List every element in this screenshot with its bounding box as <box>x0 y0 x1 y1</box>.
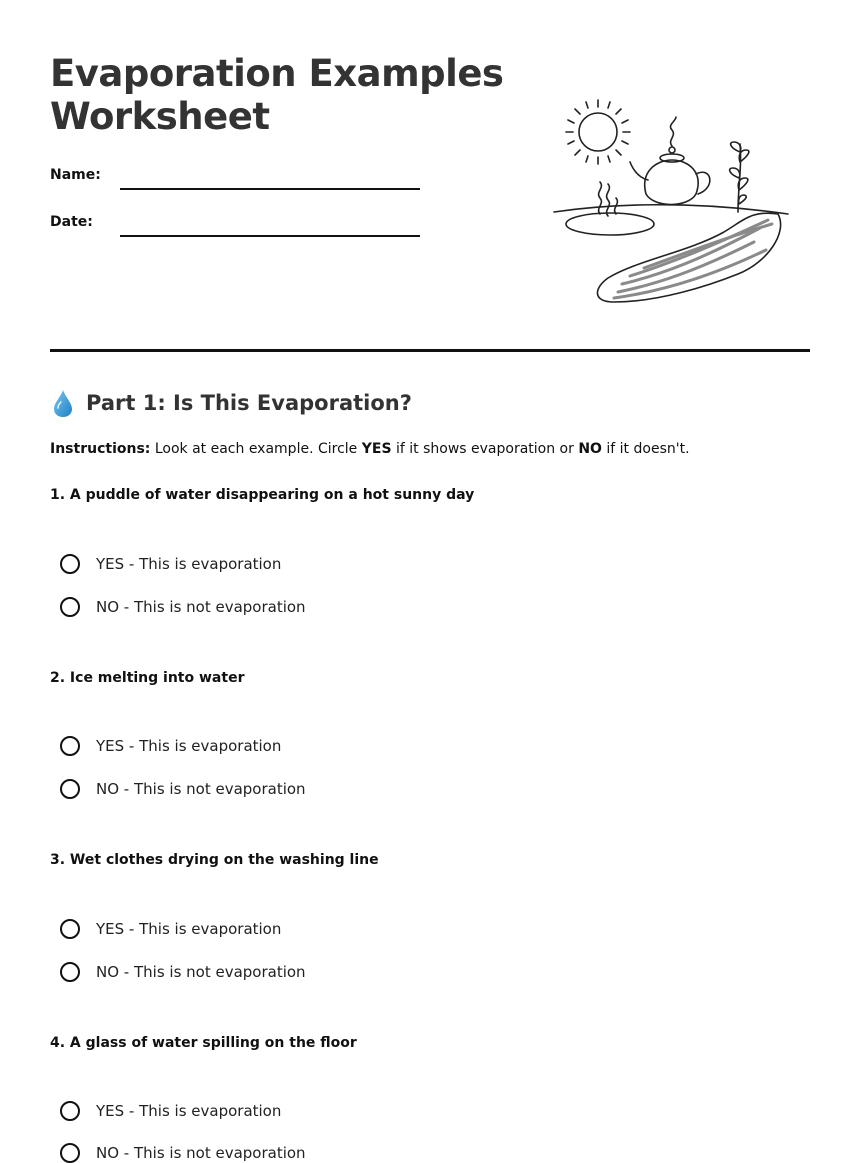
radio-circle-icon[interactable] <box>60 736 80 756</box>
instructions-text-3: if it doesn't. <box>601 441 690 457</box>
question-4: 4. A glass of water spilling on the floor <box>50 1035 357 1051</box>
q1-yes-option[interactable] <box>60 554 281 574</box>
radio-circle-icon[interactable] <box>60 1101 80 1121</box>
evaporation-illustration <box>548 92 794 310</box>
page-title: Evaporation Examples Worksheet <box>50 52 504 138</box>
instructions-yes: YES <box>361 441 392 457</box>
option-label: NO - This is not evaporation <box>96 1144 306 1162</box>
instructions-no: NO <box>578 441 602 457</box>
date-line[interactable] <box>120 235 420 237</box>
q2-no-option[interactable] <box>60 779 306 799</box>
q3-no-option[interactable] <box>60 962 306 982</box>
q3-yes-option[interactable] <box>60 919 281 939</box>
option-label: NO - This is not evaporation <box>96 963 306 981</box>
name-field <box>50 167 420 197</box>
instructions <box>50 441 690 457</box>
section-header <box>52 388 412 418</box>
section-title: Part 1: Is This Evaporation? <box>86 391 412 415</box>
radio-circle-icon[interactable] <box>60 554 80 574</box>
section-divider <box>50 349 810 352</box>
radio-circle-icon[interactable] <box>60 597 80 617</box>
option-label: YES - This is evaporation <box>96 1102 282 1120</box>
name-label: Name: <box>50 167 101 183</box>
water-drop-icon <box>52 388 74 418</box>
radio-circle-icon[interactable] <box>60 1143 80 1163</box>
name-line[interactable] <box>120 188 420 190</box>
date-label: Date: <box>50 214 93 230</box>
question-2: 2. Ice melting into water <box>50 670 245 686</box>
date-field <box>50 214 420 244</box>
question-3: 3. Wet clothes drying on the washing line <box>50 852 379 868</box>
option-label: NO - This is not evaporation <box>96 598 306 616</box>
plant-icon <box>730 142 749 212</box>
question-1: 1. A puddle of water disappearing on a hot sunny day <box>50 487 475 503</box>
radio-circle-icon[interactable] <box>60 919 80 939</box>
instructions-text-2: if it shows evaporation or <box>391 441 579 457</box>
instructions-label: Instructions: <box>50 441 151 457</box>
river-icon <box>597 213 780 302</box>
q4-yes-option[interactable] <box>60 1101 281 1121</box>
option-label: NO - This is not evaporation <box>96 780 306 798</box>
q2-yes-option[interactable] <box>60 736 281 756</box>
teapot-icon <box>630 117 710 205</box>
option-label: YES - This is evaporation <box>96 555 282 573</box>
sun-icon <box>566 100 630 164</box>
option-label: YES - This is evaporation <box>96 920 282 938</box>
instructions-text-1: Look at each example. Circle <box>150 441 362 457</box>
radio-circle-icon[interactable] <box>60 962 80 982</box>
radio-circle-icon[interactable] <box>60 779 80 799</box>
option-label: YES - This is evaporation <box>96 737 282 755</box>
q4-no-option[interactable] <box>60 1143 306 1163</box>
q1-no-option[interactable] <box>60 597 306 617</box>
